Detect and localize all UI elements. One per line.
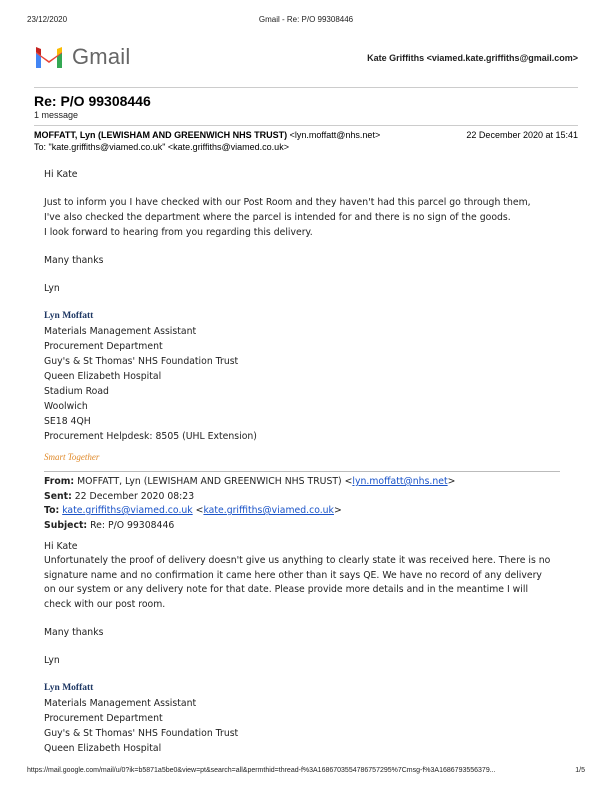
quoted-sent: Sent: 22 December 2020 08:23 bbox=[44, 490, 195, 502]
print-date: 23/12/2020 bbox=[27, 15, 68, 24]
quoted-to-email-link-2[interactable]: kate.griffiths@viamed.co.uk bbox=[203, 505, 334, 516]
gmail-m-icon bbox=[34, 46, 64, 69]
signature-line: SE18 4QH bbox=[44, 416, 91, 427]
quoted-subject: Subject: Re: P/O 99308446 bbox=[44, 519, 175, 531]
signature-line: Stadium Road bbox=[44, 386, 109, 397]
quoted-signature-line: Queen Elizabeth Hospital bbox=[44, 743, 162, 754]
closing: Many thanks bbox=[44, 255, 104, 266]
quoted-greeting: Hi Kate bbox=[44, 541, 78, 552]
quoted-body-line: Unfortunately the proof of delivery doesn't give us anything to clearly state it was received here. There is no bbox=[44, 555, 551, 566]
signature-line: Procurement Department bbox=[44, 341, 163, 352]
gmail-logo bbox=[34, 44, 130, 70]
header-divider bbox=[34, 87, 578, 88]
quoted-signature-name: Lyn Moffatt bbox=[44, 683, 94, 693]
signature-tagline: Smart Together bbox=[44, 452, 100, 462]
body-line: Just to inform you I have checked with our Post Room and they haven't had this parcel go through them, bbox=[44, 197, 531, 208]
signature-line: Guy's & St Thomas' NHS Foundation Trust bbox=[44, 356, 239, 367]
signature-name: Lyn Moffatt bbox=[44, 311, 94, 321]
signature-line: Procurement Helpdesk: 8505 (UHL Extension) bbox=[44, 431, 257, 442]
print-title: Gmail - Re: P/O 99308446 bbox=[258, 15, 354, 24]
print-url: https://mail.google.com/mail/u/0?ik=b5871a5be0&view=pt&search=all&permthid=thread-f%3A1686703554786757295%7Cmsg-f%3A1686793556379... bbox=[27, 767, 496, 774]
quoted-to: To: kate.griffiths@viamed.co.uk <kate.griffiths@viamed.co.uk> bbox=[44, 505, 342, 516]
sender-email: <lyn.moffatt@nhs.net> bbox=[289, 130, 381, 140]
signoff: Lyn bbox=[44, 283, 60, 294]
body-line: I look forward to hearing from you regarding this delivery. bbox=[44, 227, 313, 238]
body-line: I've also checked the department where the parcel is intended for and there is no sign of the goods. bbox=[44, 212, 511, 223]
page-number: 1/5 bbox=[575, 767, 585, 774]
quoted-signature-line: Materials Management Assistant bbox=[44, 698, 197, 709]
signature-line: Queen Elizabeth Hospital bbox=[44, 371, 162, 382]
message-date: 22 December 2020 at 15:41 bbox=[466, 130, 578, 140]
thread-subject: Re: P/O 99308446 bbox=[34, 93, 151, 109]
message-count: 1 message bbox=[34, 110, 79, 120]
account-identity: Kate Griffiths <viamed.kate.griffiths@gmail.com> bbox=[367, 53, 578, 63]
gmail-wordmark: Gmail bbox=[72, 44, 131, 69]
quoted-body-line: signature name and no confirmation it came here other than it says QE. We have no record of any delivery bbox=[44, 569, 542, 581]
quoted-signature-line: Guy's & St Thomas' NHS Foundation Trust bbox=[44, 728, 239, 739]
message-sender bbox=[34, 130, 380, 140]
quoted-from-email-link[interactable]: lyn.moffatt@nhs.net bbox=[352, 476, 448, 487]
sender-name: MOFFATT, Lyn (LEWISHAM AND GREENWICH NHS TRUST) bbox=[34, 130, 288, 140]
quoted-signature-line: Procurement Department bbox=[44, 713, 163, 724]
quoted-body-line: check with our post room. bbox=[44, 598, 166, 610]
signature-line: Woolwich bbox=[44, 401, 88, 412]
signature-line: Materials Management Assistant bbox=[44, 326, 197, 337]
quoted-signoff: Lyn bbox=[44, 655, 60, 666]
quoted-from: From: MOFFATT, Lyn (LEWISHAM AND GREENWICH NHS TRUST) <lyn.moffatt@nhs.net> bbox=[44, 476, 456, 487]
quote-divider bbox=[44, 471, 560, 472]
greeting: Hi Kate bbox=[44, 169, 78, 180]
quoted-closing: Many thanks bbox=[44, 627, 104, 638]
message-divider bbox=[34, 125, 578, 126]
quoted-body-line: on our system or any delivery note for that date. Please provide more details and in the meantime I will bbox=[44, 584, 529, 595]
message-recipients: To: "kate.griffiths@viamed.co.uk" <kate.griffiths@viamed.co.uk> bbox=[34, 142, 289, 152]
quoted-to-email-link[interactable]: kate.griffiths@viamed.co.uk bbox=[62, 505, 193, 516]
message-body bbox=[44, 167, 574, 756]
quoted-header bbox=[44, 475, 574, 533]
